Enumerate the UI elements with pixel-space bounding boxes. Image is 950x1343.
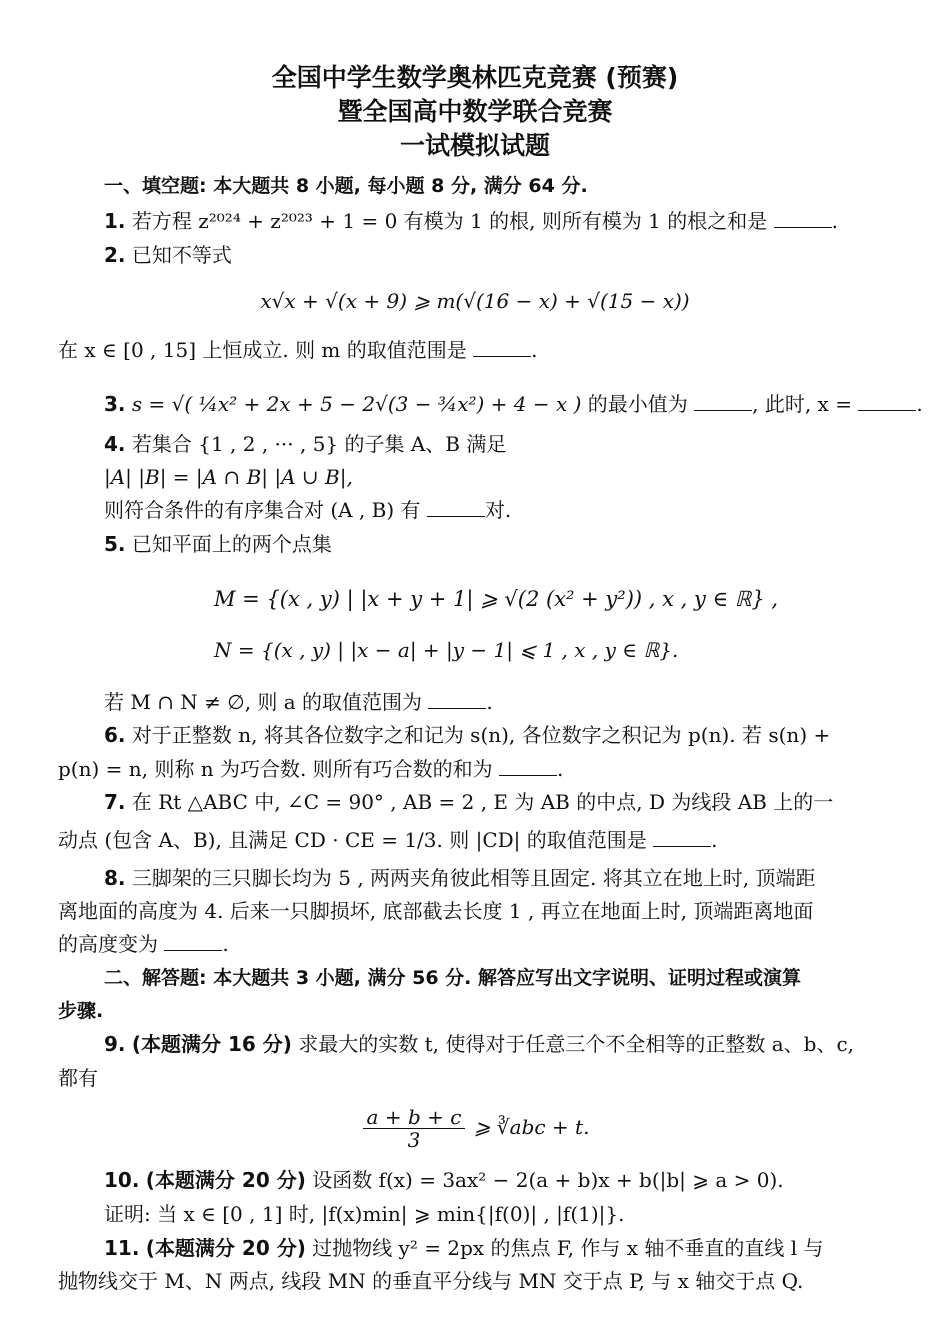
section2-heading-line-1: 二、解答题: 本大题共 3 小题, 满分 56 分. 解答应写出文字说明、证明过程或演算 — [104, 967, 801, 989]
q9-rhs: ⩾ ∛abc + t. — [473, 1115, 590, 1139]
q8-line3: 的高度变为 — [58, 932, 158, 956]
question-8-line-1 — [104, 864, 815, 892]
q2-intro: 已知不等式 — [131, 243, 232, 267]
q3-mid: 的最小值为 — [587, 392, 688, 416]
q5-end: . — [486, 690, 493, 714]
q9-frac-denominator: 3 — [407, 1128, 421, 1152]
q6-answer-blank[interactable] — [499, 757, 557, 776]
q1-end: . — [831, 209, 838, 233]
q4-answer-blank[interactable] — [427, 498, 485, 517]
q8-end: . — [222, 932, 229, 956]
q2-number: 2. — [104, 243, 126, 267]
q1-answer-blank[interactable] — [774, 209, 832, 228]
section1-heading: 一、填空题: 本大题共 8 小题, 每小题 8 分, 满分 64 分. — [104, 175, 588, 197]
q5-tail: 若 M ∩ N ≠ ∅, 则 a 的取值范围为 — [104, 690, 423, 714]
q3-number: 3. — [104, 392, 126, 416]
q9-line1: 求最大的实数 t, 使得对于任意三个不全相等的正整数 a、b、c, — [298, 1032, 855, 1056]
question-3 — [104, 390, 923, 418]
question-2-tail — [58, 336, 537, 364]
q7-line1: 在 Rt △ABC 中, ∠C = 90° , AB = 2 , E 为 AB 的中点, D 为线段 AB 上的一 — [131, 790, 834, 814]
q1-text: 若方程 z²⁰²⁴ + z²⁰²³ + 1 = 0 有模为 1 的根, 则所有模为 1 的根之和是 — [131, 209, 768, 233]
title-line-2: 暨全国高中数学联合竞赛 — [337, 97, 613, 126]
question-10-line-1 — [104, 1166, 784, 1194]
q7-line2: 动点 (包含 A、B), 且满足 CD · CE = 1/3. 则 |CD| 的取值范围是 — [58, 828, 647, 852]
q10-number: 10. — [104, 1168, 140, 1192]
q5-intro: 已知平面上的两个点集 — [131, 532, 332, 556]
q3-answer-blank-2[interactable] — [858, 392, 916, 411]
q3-end: . — [916, 392, 923, 416]
q11-score: (本题满分 20 分) — [145, 1236, 306, 1260]
section2-heading-line-2: 步骤. — [58, 1000, 104, 1022]
q4-end: 对. — [484, 498, 512, 522]
q10-score: (本题满分 20 分) — [145, 1168, 306, 1192]
q3-answer-blank-1[interactable] — [694, 392, 752, 411]
question-11-line-2: 抛物线交于 M、N 两点, 线段 MN 的垂直平分线与 MN 交于点 P, 与 x 轴交于点 Q. — [58, 1269, 804, 1293]
q4-intro: 若集合 {1 , 2 , ··· , 5} 的子集 A、B 满足 — [131, 432, 507, 456]
q9-frac-numerator: a + b + c — [363, 1106, 466, 1129]
q9-fraction — [363, 1106, 466, 1151]
question-7-line-1 — [104, 788, 833, 816]
q9-score: (本题满分 16 分) — [131, 1032, 292, 1056]
q11-number: 11. — [104, 1236, 140, 1260]
q2-answer-blank[interactable] — [473, 338, 531, 357]
title-line-3: 一试模拟试题 — [399, 131, 550, 160]
question-10-line-2: 证明: 当 x ∈ [0 , 1] 时, |f(x)min| ⩾ min{|f(0)| , |f(1)|}. — [104, 1202, 625, 1226]
question-1 — [104, 207, 838, 235]
q8-line1: 三脚架的三只脚长均为 5 , 两两夹角彼此相等且固定. 将其立在地上时, 顶端距 — [131, 866, 816, 890]
q9-formula — [0, 1102, 950, 1152]
q5-answer-blank[interactable] — [428, 690, 486, 709]
q2-formula: x√x + √(x + 9) ⩾ m(√(16 − x) + √(15 − x)) — [260, 289, 690, 313]
question-8-line-2: 离地面的高度为 4. 后来一只脚损坏, 底部截去长度 1 , 再立在地面上时, 顶端距离地面 — [58, 899, 814, 923]
question-4-intro — [104, 430, 506, 458]
q8-answer-blank[interactable] — [164, 932, 222, 951]
q5-set-n: N = {(x , y) | |x − a| + |y − 1| ⩽ 1 , x , y ∈ ℝ}. — [214, 638, 679, 662]
q5-number: 5. — [104, 532, 126, 556]
q6-end: . — [557, 757, 564, 781]
q10-line1: 设函数 f(x) = 3ax² − 2(a + b)x + b(|b| ⩾ a > 0). — [312, 1168, 784, 1192]
q4-number: 4. — [104, 432, 126, 456]
q5-set-m: M = {(x , y) | |x + y + 1| ⩾ √(2 (x² + y²)) , x , y ∈ ℝ} , — [214, 587, 779, 611]
question-7-line-2 — [58, 826, 717, 854]
q6-number: 6. — [104, 723, 126, 747]
q2-end: . — [531, 338, 538, 362]
q6-line2: p(n) = n, 则称 n 为巧合数. 则所有巧合数的和为 — [58, 757, 493, 781]
q3-mid2: , 此时, x = — [752, 392, 852, 416]
q6-line1: 对于正整数 n, 将其各位数字之和记为 s(n), 各位数字之积记为 p(n). 若 s(n) + — [131, 723, 831, 747]
q7-end: . — [711, 828, 718, 852]
q8-number: 8. — [104, 866, 126, 890]
question-6-line-1 — [104, 721, 830, 749]
q3-formula: s = √( ¼x² + 2x + 5 − 2√(3 − ¾x²) + 4 − x ) — [131, 392, 582, 416]
title-line-1: 全国中学生数学奥林匹克竞赛 (预赛) — [271, 63, 679, 92]
question-4-tail — [104, 496, 511, 524]
question-6-line-2 — [58, 755, 563, 783]
question-9-line-1 — [104, 1030, 854, 1058]
q2-tail: 在 x ∈ [0 , 15] 上恒成立. 则 m 的取值范围是 — [58, 338, 467, 362]
question-9-line-2: 都有 — [58, 1066, 98, 1090]
q7-number: 7. — [104, 790, 126, 814]
q4-tail: 则符合条件的有序集合对 (A , B) 有 — [104, 498, 421, 522]
question-5-intro — [104, 530, 332, 558]
question-5-tail — [104, 688, 493, 716]
q11-line1: 过抛物线 y² = 2px 的焦点 F, 作与 x 轴不垂直的直线 l 与 — [312, 1236, 824, 1260]
question-11-line-1 — [104, 1234, 823, 1262]
q4-formula: |A| |B| = |A ∩ B| |A ∪ B|, — [104, 465, 353, 489]
question-2-intro — [104, 241, 232, 269]
question-8-line-3 — [58, 930, 229, 958]
q1-number: 1. — [104, 209, 126, 233]
q7-answer-blank[interactable] — [653, 828, 711, 847]
q9-number: 9. — [104, 1032, 126, 1056]
